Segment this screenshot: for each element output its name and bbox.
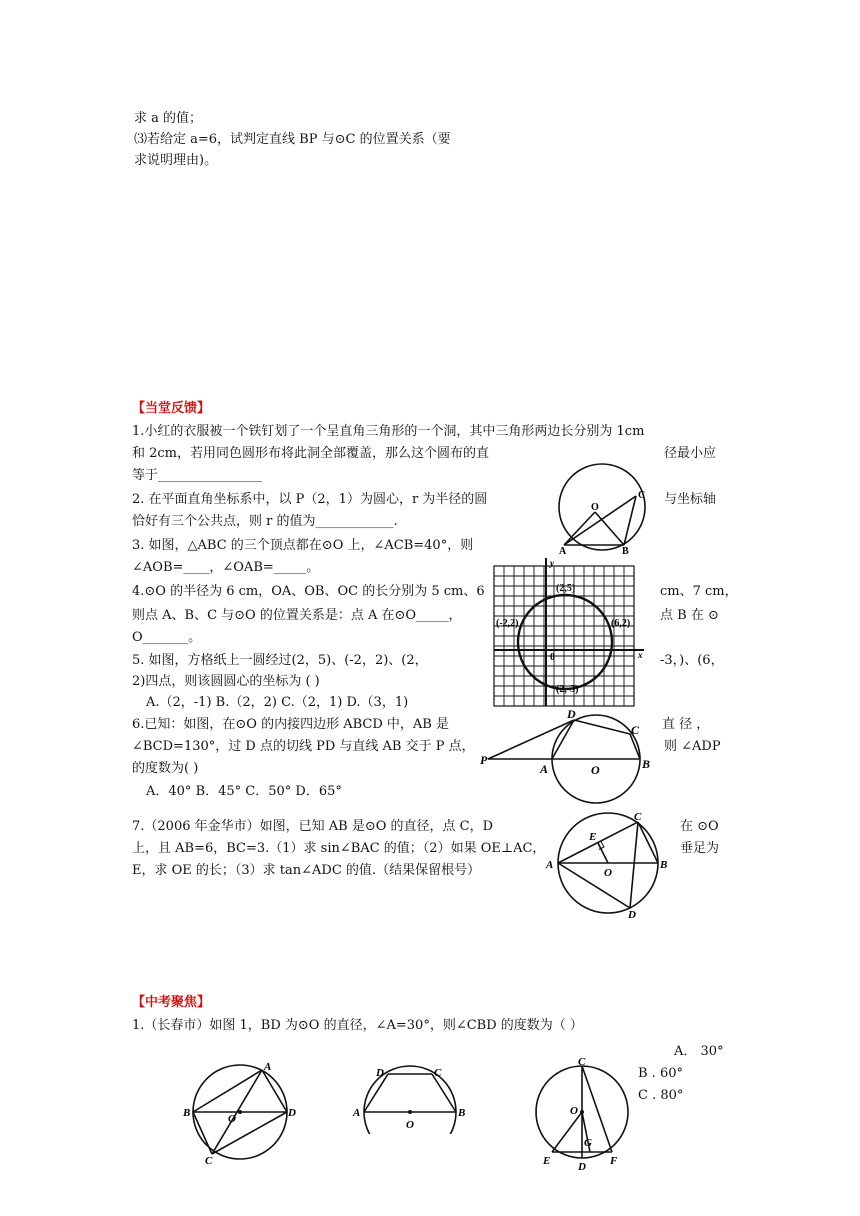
figC-label-g: G — [584, 1137, 592, 1149]
exam-figure-3 — [530, 1056, 634, 1174]
q4-line-1: 4.⊙O 的半径为 6 cm，OA、OB、OC 的长分别为 5 cm、6 — [132, 584, 485, 599]
fig3-label-d: D — [567, 707, 576, 721]
figC-label-d: D — [578, 1161, 586, 1173]
q2-line-2: 恰好有三个公共点，则 r 的值为____________. — [132, 514, 398, 529]
q6-line-2-right: 则 ∠ADP — [664, 739, 721, 754]
exam-q1: 1.（长春市）如图 1，BD 为⊙O 的直径，∠A=30°，则∠CBD 的度数为（ ） — [132, 1018, 583, 1033]
figC-label-o: O — [570, 1105, 578, 1117]
exam-figure-2 — [350, 1062, 474, 1134]
q1-line-1: 1.小红的衣服被一个铁钉划了一个呈直角三角形的一个洞，其中三角形两边长分别为 1cm — [132, 424, 645, 439]
fig2-label-y: y — [550, 558, 554, 568]
q4-line-2: 则点 A、B、C 与⊙O 的位置关系是：点 A 在⊙O_____， — [132, 608, 462, 623]
fig3-label-p: P — [480, 753, 488, 767]
q7-line-1-right: 在 ⊙O — [680, 819, 719, 834]
figB-label-c: C — [434, 1067, 442, 1079]
fig2-label-p4: (2,-3) — [556, 684, 579, 695]
figA-label-a: A — [264, 1061, 272, 1073]
q5-line-1-right: -3，)、(6， — [660, 653, 724, 668]
fig4-label-d: D — [628, 909, 636, 920]
fig2-label-origin: 0 — [550, 652, 555, 663]
figA-label-d: D — [288, 1107, 296, 1119]
fig3-label-o: O — [591, 763, 600, 777]
figure-grid-circle — [486, 558, 650, 708]
top-line-2: ⑶若给定 a=6，试判定直线 BP 与⊙C 的位置关系（要 — [134, 132, 451, 147]
figA-label-b: B — [183, 1107, 191, 1119]
q3-line-2: ∠AOB=____，∠OAB=_____。 — [132, 560, 320, 575]
q7-line-1: 7.（2006 年金华市）如图，已知 AB 是⊙O 的直径，点 C，D — [132, 819, 494, 834]
fig2-label-x: x — [638, 650, 643, 660]
q5-line-2: 2)四点，则该圆圆心的坐标为 ( ) — [132, 674, 320, 689]
q2-line-1: 2. 在平面直角坐标系中，以 P（2，1）为圆心，r 为半径的圆 — [132, 492, 488, 507]
q2-line-1-right: 与坐标轴 — [664, 492, 717, 507]
fig4-label-c: C — [634, 811, 642, 823]
fig1-label-o: O — [591, 502, 599, 513]
figC-label-c: C — [578, 1056, 586, 1068]
q6-line-3: 的度数为( ) — [132, 761, 199, 776]
q6-line-2: ∠BCD=130°，过 D 点的切线 PD 与直线 AB 交于 P 点， — [132, 739, 475, 754]
exam-option-a: A． 30° — [674, 1044, 724, 1059]
q5-options: A.（2，-1) B.（2，2) C.（2，1) D.（3，1) — [146, 695, 409, 710]
section-header-feedback: 【当堂反馈】 — [132, 401, 211, 416]
q1-line-3: 等于________________ — [132, 468, 263, 483]
fig1-label-c: C — [638, 490, 646, 501]
q7-line-2-right: 垂足为 — [680, 841, 720, 856]
figC-label-f: F — [610, 1155, 618, 1167]
q6-line-1-right: 直 径 ， — [662, 717, 710, 732]
figB-label-o: O — [406, 1119, 414, 1131]
fig4-label-o: O — [604, 867, 612, 879]
q4-line-1-right: cm、7 cm， — [660, 584, 738, 599]
q4-line-2-right: 点 B 在 ⊙ — [660, 608, 719, 623]
q1-line-2-right: 径最小应 — [664, 446, 717, 461]
section-header-exam: 【中考聚焦】 — [132, 995, 211, 1010]
fig2-label-p2: (-2,2) — [496, 618, 519, 629]
fig4-label-b: B — [660, 859, 668, 871]
q7-line-2: 上，且 AB=6，BC=3.（1）求 sin∠BAC 的值；（2）如果 OE⊥AC， — [132, 841, 546, 856]
q6-options: A．40° B．45° C．50° D．65° — [146, 784, 342, 799]
fig1-label-a: A — [559, 546, 567, 557]
figure-circle-abcde — [540, 810, 674, 920]
figB-label-b: B — [458, 1107, 466, 1119]
fig4-label-a: A — [546, 859, 554, 871]
fig4-label-e: E — [589, 831, 597, 843]
fig3-label-b: B — [642, 757, 651, 771]
fig3-label-c: C — [631, 723, 640, 737]
fig3-label-a: A — [540, 762, 549, 776]
q3-line-1: 3. 如图，△ABC 的三个顶点都在⊙O 上，∠ACB=40°，则 — [132, 538, 474, 553]
fig1-label-b: B — [622, 546, 629, 557]
q4-line-3: O_______。 — [132, 630, 202, 645]
figB-label-d: D — [376, 1067, 384, 1079]
figure-circle-triangle-abc — [548, 462, 660, 558]
fig2-label-p1: (2,5) — [556, 583, 576, 594]
figA-label-c: C — [205, 1155, 213, 1166]
fig2-label-p3: (6,2) — [611, 618, 631, 629]
exam-option-b: B . 60° — [638, 1066, 683, 1081]
exam-figure-1 — [180, 1056, 304, 1166]
top-line-3: 求说明理由)。 — [134, 153, 218, 168]
figB-label-a: A — [353, 1107, 361, 1119]
figure-cyclic-quadrilateral — [478, 706, 664, 806]
q1-line-2: 和 2cm，若用同色圆形布将此洞全部覆盖，那么这个圆布的直 — [132, 446, 490, 461]
q7-line-3: E，求 OE 的长；（3）求 tan∠ADC 的值.（结果保留根号） — [132, 863, 481, 878]
figC-label-e: E — [543, 1155, 551, 1167]
top-line-1: 求 a 的值； — [134, 111, 203, 126]
figA-label-o: O — [228, 1113, 236, 1125]
q6-line-1: 6.已知：如图，在⊙O 的内接四边形 ABCD 中，AB 是 — [132, 717, 449, 732]
exam-option-c: C . 80° — [638, 1088, 684, 1103]
q5-line-1: 5. 如图，方格纸上一圆经过(2，5)、(-2，2)、(2， — [132, 653, 428, 668]
